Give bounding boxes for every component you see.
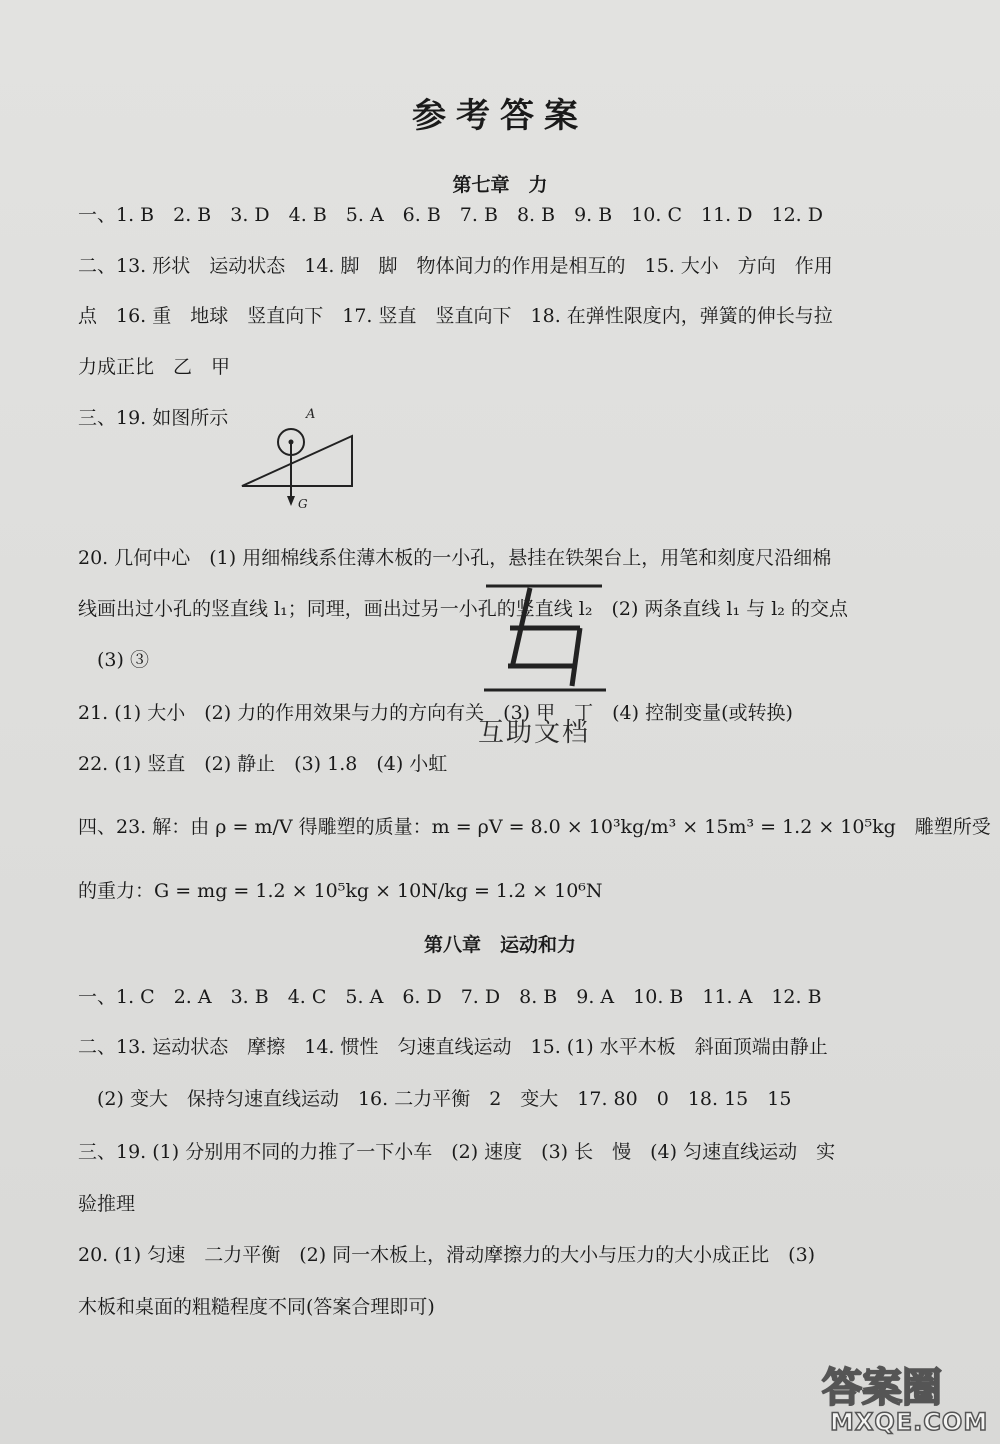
answer-line: 点 16. 重 地球 竖直向下 17. 竖直 竖直向下 18. 在弹性限度内，弹簧的伸长与拉 <box>78 305 833 327</box>
answer-line: 的重力：G = mg = 1.2 × 10⁵kg × 10N/kg = 1.2 × 10⁶N <box>78 880 603 902</box>
answer-line: 三、19. (1) 分别用不同的力推了一下小车 (2) 速度 (3) 长 慢 (4) 匀速直线运动 实 <box>78 1141 836 1163</box>
answer-line: 一、1. B 2. B 3. D 4. B 5. A 6. B 7. B 8. B 9. B 10. C 11. D 12. D <box>78 204 823 226</box>
answer-line: 二、13. 形状 运动状态 14. 脚 脚 物体间力的作用是相互的 15. 大小 方向 作用 <box>78 255 833 277</box>
answer-line: (3) ③ <box>78 649 149 671</box>
answer-line: 验推理 <box>78 1193 136 1215</box>
answer-line: 四、23. 解：由 ρ = m/V 得雕塑的质量：m = ρV = 8.0 × 10³kg/m³ × 15m³ = 1.2 × 10⁵kg 雕塑所受 <box>78 816 991 838</box>
logo-url: MXQE.COM <box>830 1408 989 1436</box>
site-logo <box>790 1352 1000 1444</box>
answer-line: (2) 变大 保持匀速直线运动 16. 二力平衡 2 变大 17. 80 0 18. 15 15 <box>78 1088 792 1110</box>
chapter7-heading: 第七章 力 <box>452 174 548 196</box>
answer-line: 一、1. C 2. A 3. B 4. C 5. A 6. D 7. D 8. B 9. A 10. B 11. A 12. B <box>78 986 822 1008</box>
answer-line: 二、13. 运动状态 摩擦 14. 惯性 匀速直线运动 15. (1) 水平木板 斜面顶端由静止 <box>78 1036 828 1058</box>
answer-line: 木板和桌面的粗糙程度不同(答案合理即可) <box>78 1296 435 1318</box>
answer-line: 20. (1) 匀速 二力平衡 (2) 同一木板上，滑动摩擦力的大小与压力的大小成正比 (3) <box>78 1244 816 1266</box>
page-title: 参考答案 <box>412 96 588 136</box>
answer-line: 三、19. 如图所示 <box>78 407 229 429</box>
answer-line: 力成正比 乙 甲 <box>78 356 231 378</box>
label-a: A <box>306 407 316 422</box>
logo-text: 答案圈 <box>822 1365 942 1411</box>
incline-diagram <box>236 404 366 514</box>
answer-line: 22. (1) 竖直 (2) 静止 (3) 1.8 (4) 小虹 <box>78 753 448 775</box>
watermark-text: 互助文档 <box>478 718 591 748</box>
chapter8-heading: 第八章 运动和力 <box>423 934 576 956</box>
answer-line: 21. (1) 大小 (2) 力的作用效果与力的方向有关 (3) 甲 丁 (4) 控制变量(或转换) <box>78 702 793 724</box>
answer-line: 线画出过小孔的竖直线 l₁；同理，画出过另一小孔的竖直线 l₂ (2) 两条直线 l₁ 与 l₂ 的交点 <box>78 598 848 620</box>
label-g: G <box>298 497 308 511</box>
answer-line: 20. 几何中心 (1) 用细棉线系住薄木板的一小孔，悬挂在铁架台上，用笔和刻度尺沿细棉 <box>78 547 832 569</box>
